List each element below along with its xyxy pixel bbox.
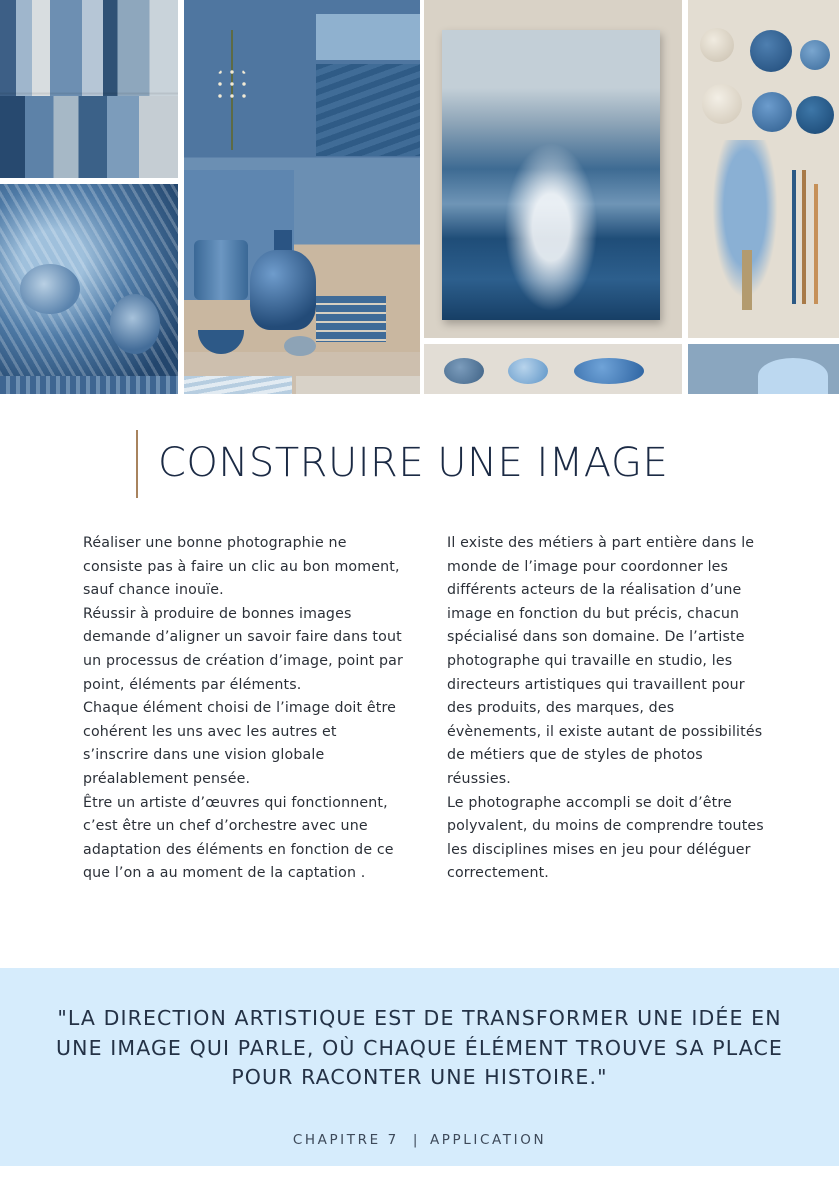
chapter-label: CHAPITRE 7 (292, 1132, 399, 1148)
paragraph: Réussir à produire de bonnes images demande d’aligner un savoir faire dans tout un processus de création d’image, point par point, éléments par éléments. (83, 605, 403, 693)
blue-yarn-image (0, 184, 178, 376)
pull-quote: "LA DIRECTION ARTISTIQUE EST DE TRANSFORMER UNE IDÉE EN UNE IMAGE QUI PARLE, OÙ CHAQUE ÉLÉMENT TROUVE SA PLACE POUR RACONTER UNE HISTOIRE." (56, 1006, 783, 1089)
paragraph: Être un artiste d’œuvres qui fonctionnent, c’est être un chef d’orchestre avec une adaptation des éléments en fonction de ce que l’on a au moment de la captation . (83, 794, 394, 882)
body-column-right (447, 532, 767, 886)
wave-texture-image (184, 376, 292, 394)
paragraph: Le photographe accompli se doit d’être polyvalent, du moins de comprendre toutes les disciplines mises en jeu pour déléguer correctement. (447, 794, 764, 882)
paragraph: Il existe des métiers à part entière dans le monde de l’image pour coordonner les différents acteurs de la réalisation d’une image en fonction du but précis, chacun spécialisé dans son domaine. De l’artiste photographe qui travaille en studio, les directeurs artistiques qui travaillent pour des produits, des marques, des évènements, il existe autant de possibilités de métiers que de styles de photos réussies. (447, 535, 763, 787)
yarn-balls-brushes-image (688, 0, 839, 338)
quote-band (0, 968, 839, 1166)
footer-separator: | (412, 1132, 420, 1148)
fabric-swatches-image (0, 0, 178, 178)
beige-texture-image (296, 376, 420, 394)
knit-texture-image (0, 376, 178, 394)
chapter-footer (0, 1132, 839, 1148)
moodboard-collage (0, 0, 839, 394)
shells-image (424, 344, 682, 394)
body-column-left (83, 532, 403, 886)
blue-flower-image (688, 344, 839, 394)
heading-accent-bar (136, 430, 138, 498)
section-label: APPLICATION (429, 1132, 547, 1148)
paragraph: Réaliser une bonne photographie ne consiste pas à faire un clic au bon moment, sauf chance inouïe. (83, 535, 400, 599)
still-life-vases-image (184, 0, 420, 394)
paragraph: Chaque élément choisi de l’image doit être cohérent les uns avec les autres et s’inscrire dans une vision globale préalablement pensée. (83, 700, 397, 787)
ocean-painting-image (424, 0, 682, 338)
page-title: CONSTRUIRE UNE IMAGE (158, 440, 669, 486)
